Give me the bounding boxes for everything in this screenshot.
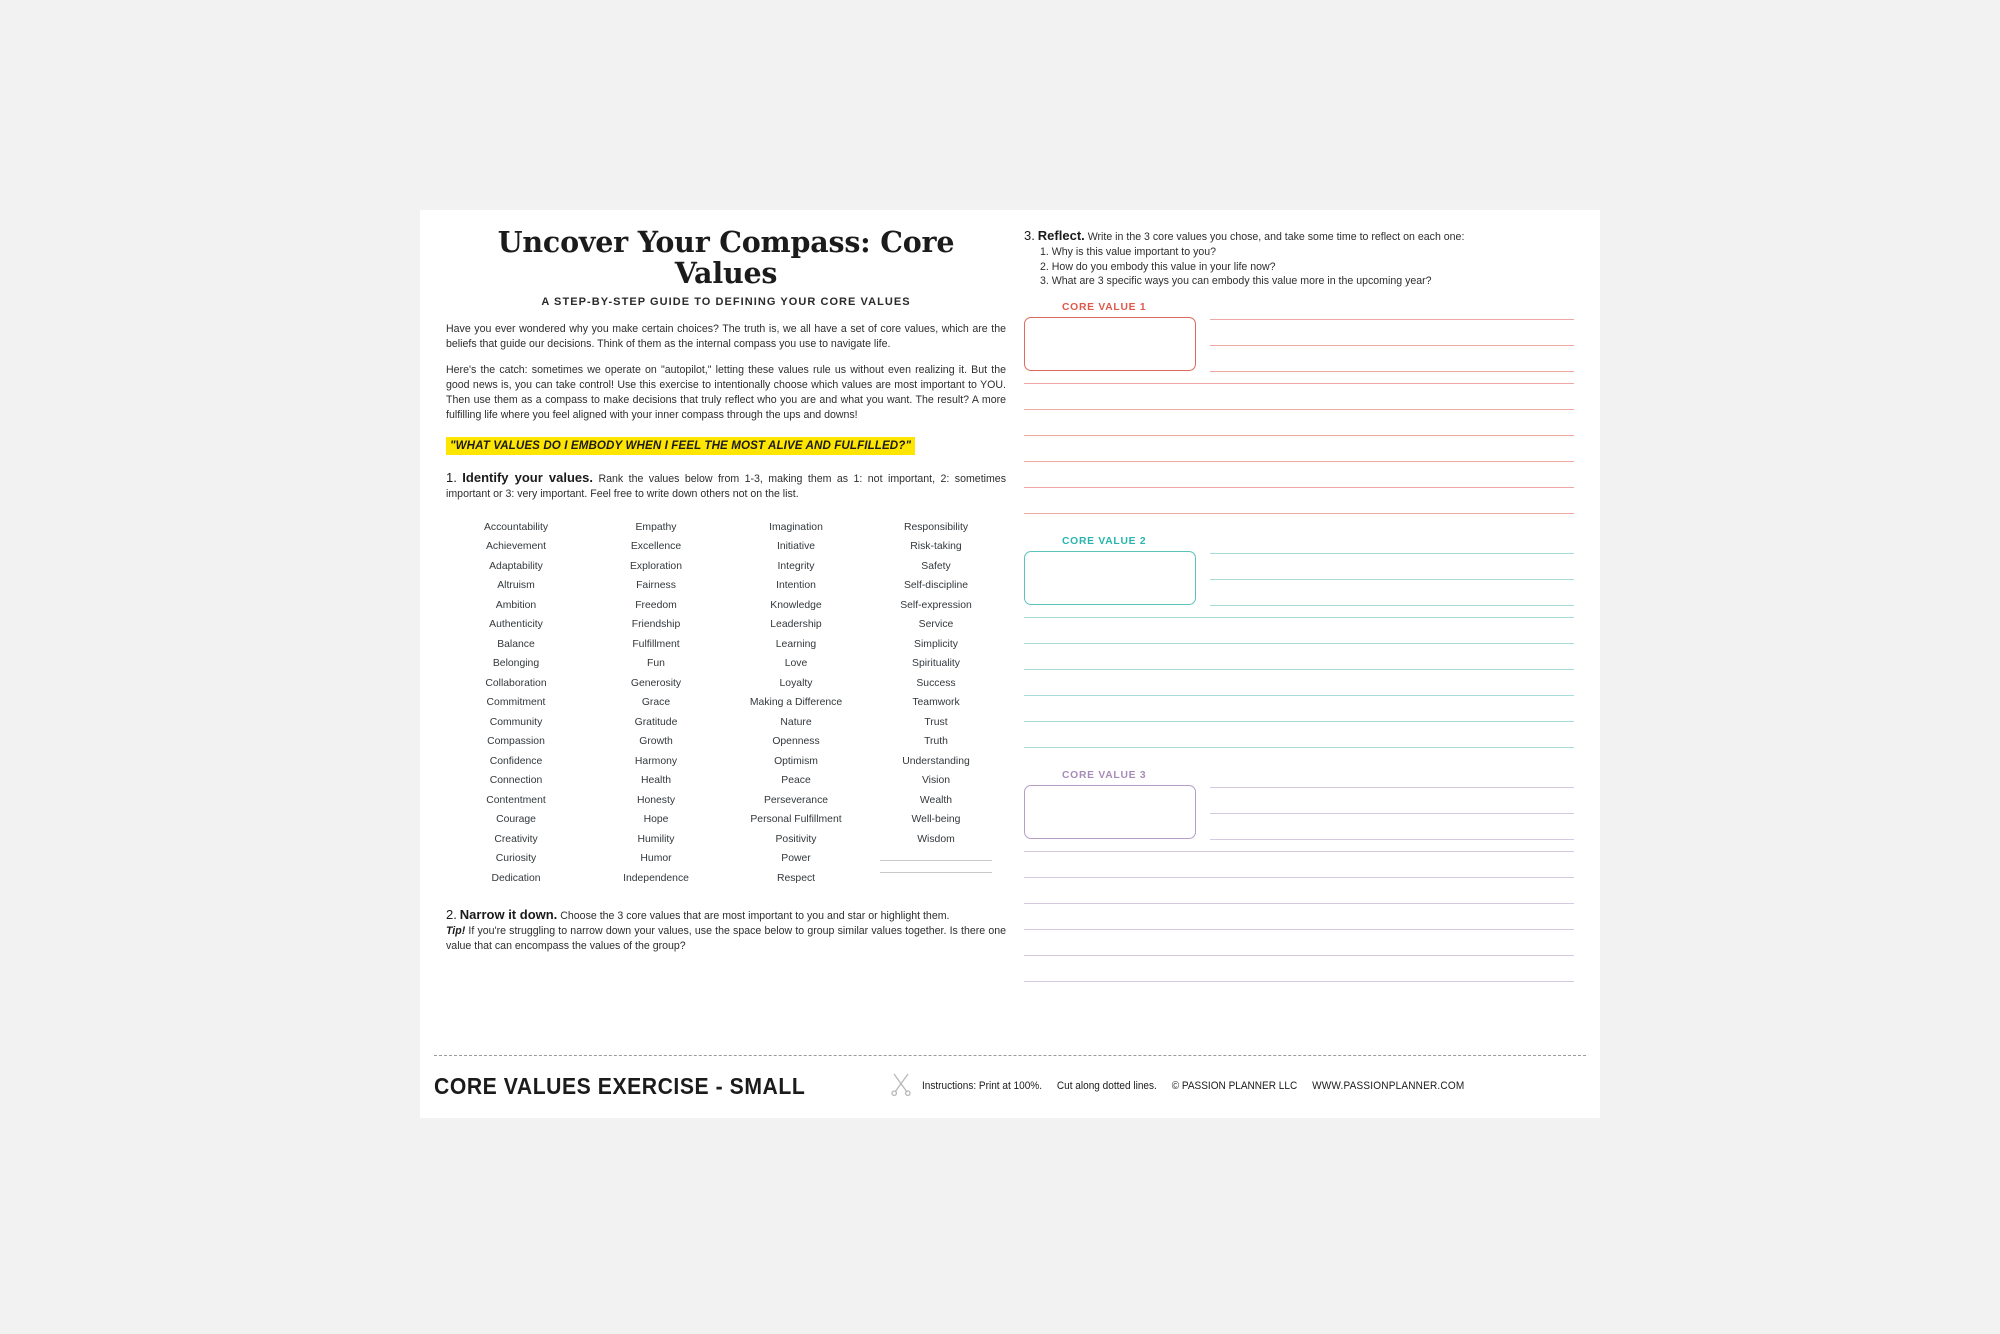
value-item[interactable]: Positivity <box>775 833 817 845</box>
value-item[interactable]: Simplicity <box>914 638 958 650</box>
value-item[interactable]: Humor <box>640 853 672 865</box>
value-item[interactable]: Creativity <box>494 833 538 845</box>
value-item[interactable]: Commitment <box>486 697 546 709</box>
line-spacer <box>1024 696 1574 721</box>
value-item[interactable]: Generosity <box>630 677 682 689</box>
right-column <box>1024 227 1574 982</box>
step-2-body: Choose the 3 core values that are most important to you and star or highlight them. <box>560 909 950 922</box>
value-item[interactable]: Independence <box>623 872 689 884</box>
value-item[interactable]: Love <box>784 658 808 670</box>
value-item[interactable]: Humility <box>637 833 675 845</box>
value-item[interactable]: Ambition <box>495 599 537 611</box>
value-item[interactable]: Understanding <box>902 755 970 767</box>
value-item[interactable]: Collaboration <box>485 677 547 689</box>
value-item[interactable]: Community <box>489 716 543 728</box>
footer-cut-note: Cut along dotted lines. <box>1056 1080 1157 1092</box>
value-item[interactable]: Initiative <box>776 541 816 553</box>
cut-dashed-line <box>434 1055 1586 1056</box>
value-item[interactable]: Truth <box>924 736 948 748</box>
footer-instructions: Instructions: Print at 100%. <box>921 1080 1042 1092</box>
value-item[interactable]: Excellence <box>630 541 682 553</box>
value-item[interactable]: Power <box>781 853 811 865</box>
value-item[interactable]: Openness <box>772 736 820 748</box>
value-item[interactable]: Belonging <box>492 658 540 670</box>
core-values-container <box>1024 302 1574 982</box>
line-spacer <box>1024 488 1574 513</box>
footer-content <box>434 1072 1586 1100</box>
value-item[interactable]: Connection <box>489 775 543 787</box>
core-value-label-3: CORE VALUE 3 <box>1062 770 1147 782</box>
value-write-in-line[interactable] <box>880 872 992 873</box>
values-grid <box>446 518 1006 889</box>
value-item[interactable]: Learning <box>775 638 817 650</box>
value-item[interactable]: Compassion <box>487 736 545 748</box>
line-spacer <box>1024 670 1574 695</box>
core-value-side-lines-2 <box>1210 551 1574 606</box>
line-spacer <box>1024 956 1574 981</box>
line-spacer <box>1024 384 1574 409</box>
value-item[interactable]: Friendship <box>631 619 681 631</box>
value-item[interactable]: Freedom <box>635 599 677 611</box>
value-item[interactable]: Nature <box>780 716 812 728</box>
value-item[interactable]: Perseverance <box>763 794 829 806</box>
left-column <box>446 227 1006 954</box>
values-column-4 <box>866 518 1006 889</box>
footer-copyright: © PASSION PLANNER LLC <box>1171 1080 1297 1092</box>
value-item[interactable]: Making a Difference <box>749 697 843 709</box>
value-item[interactable]: Health <box>640 775 672 787</box>
value-item[interactable]: Dedication <box>491 872 541 884</box>
line-spacer <box>1024 878 1574 903</box>
line-spacer <box>1024 410 1574 435</box>
page-columns <box>420 210 1600 1055</box>
value-item[interactable]: Vision <box>921 775 951 787</box>
page-subtitle: A STEP-BY-STEP GUIDE TO DEFINING YOUR CORE VALUES <box>541 295 911 308</box>
value-item[interactable]: Loyalty <box>779 677 813 689</box>
value-item[interactable]: Grace <box>641 697 671 709</box>
line-spacer <box>1024 852 1574 877</box>
value-item[interactable]: Adaptability <box>489 560 543 572</box>
step-1 <box>446 469 1006 502</box>
value-item[interactable]: Optimism <box>774 755 818 767</box>
value-item[interactable]: Exploration <box>630 560 682 572</box>
writing-line[interactable] <box>1024 981 1574 982</box>
core-value-under-lines-3 <box>1024 851 1574 982</box>
value-item[interactable]: Hope <box>643 814 669 826</box>
line-spacer <box>1210 346 1574 371</box>
values-column-1 <box>446 518 586 889</box>
line-spacer <box>1210 580 1574 605</box>
value-item[interactable]: Well-being <box>911 814 961 826</box>
value-item[interactable]: Risk-taking <box>910 541 962 553</box>
step-2 <box>446 906 1006 955</box>
line-spacer <box>1024 436 1574 461</box>
writing-line[interactable] <box>1024 747 1574 748</box>
step-2-tip-label: Tip! <box>446 925 466 938</box>
value-item[interactable]: Gratitude <box>634 716 678 728</box>
line-spacer <box>1210 320 1574 345</box>
step-1-number: 1. <box>446 469 457 485</box>
highlight-quote-wrapper <box>446 423 1006 455</box>
step-3-question-3: 3. What are 3 specific ways you can embody this value more in the upcoming year? <box>1040 274 1432 287</box>
step-2-tip-body: If you're struggling to narrow down your values, use the space below to group similar values together. Is there one value that can encompass the values of the group? <box>446 925 1006 953</box>
writing-line[interactable] <box>1210 371 1574 372</box>
core-value-input-3[interactable] <box>1024 785 1196 839</box>
value-item[interactable]: Respect <box>776 872 816 884</box>
value-item[interactable]: Peace <box>781 775 811 787</box>
intro-paragraph-1: Have you ever wondered why you make certain choices? The truth is, we all have a set of core values, which are the beliefs that guide our decisions. Think of them as the internal compass you use to navigate life. <box>446 322 1006 350</box>
value-write-in-line[interactable] <box>880 860 992 861</box>
page-title: Uncover Your Compass: Core Values <box>497 225 955 290</box>
worksheet-page <box>420 210 1600 1118</box>
value-item[interactable]: Self-discipline <box>903 580 969 592</box>
scissors-icon <box>890 1072 912 1100</box>
value-item[interactable]: Curiosity <box>495 853 537 865</box>
footer-url[interactable]: WWW.PASSIONPLANNER.COM <box>1311 1080 1464 1092</box>
value-item[interactable]: Knowledge <box>770 599 822 611</box>
line-spacer <box>1024 930 1574 955</box>
writing-line[interactable] <box>1210 839 1574 840</box>
value-item[interactable]: Wisdom <box>917 833 955 845</box>
value-item[interactable]: Self-expression <box>900 599 972 611</box>
value-item[interactable]: Personal Fulfillment <box>750 814 842 826</box>
core-value-input-1[interactable] <box>1024 317 1196 371</box>
value-item[interactable]: Altruism <box>497 580 535 592</box>
step-3-body: Write in the 3 core values you chose, and take some time to reflect on each one: <box>1087 231 1465 243</box>
value-item[interactable]: Courage <box>496 814 536 826</box>
value-item[interactable]: Leadership <box>770 619 822 631</box>
core-value-block-1 <box>1024 302 1574 514</box>
line-spacer <box>1210 788 1574 813</box>
value-item[interactable]: Authenticity <box>489 619 543 631</box>
core-value-side-lines-1 <box>1210 317 1574 372</box>
page-footer <box>420 1055 1600 1118</box>
value-item[interactable]: Fulfillment <box>632 638 680 650</box>
line-spacer <box>1024 904 1574 929</box>
core-value-block-2 <box>1024 536 1574 748</box>
value-item[interactable]: Success <box>916 677 956 689</box>
step-3 <box>1024 227 1574 245</box>
core-value-label-2: CORE VALUE 2 <box>1062 536 1147 548</box>
value-item[interactable]: Accountability <box>483 521 549 533</box>
writing-line[interactable] <box>1210 605 1574 606</box>
value-item[interactable]: Confidence <box>489 755 543 767</box>
value-item[interactable]: Safety <box>921 560 951 572</box>
value-item[interactable]: Empathy <box>635 521 677 533</box>
value-item[interactable]: Growth <box>639 736 673 748</box>
step-1-heading: Identify your values. <box>462 469 593 485</box>
step-3-question-1: 1. Why is this value important to you? <box>1040 246 1217 259</box>
step-3-heading: Reflect. <box>1037 228 1085 243</box>
value-item[interactable]: Harmony <box>634 755 678 767</box>
footer-title: CORE VALUES EXERCISE - SMALL <box>434 1072 806 1099</box>
footer-meta <box>922 1080 1464 1092</box>
line-spacer <box>1210 814 1574 839</box>
value-item[interactable]: Wealth <box>919 794 953 806</box>
step-1-body: Rank the values below from 1-3, making them as 1: not important, 2: sometimes important or 3: very important. Feel free to write down others not on the list. <box>446 472 1006 501</box>
line-spacer <box>1024 462 1574 487</box>
values-column-3 <box>726 518 866 889</box>
core-value-under-lines-1 <box>1024 383 1574 514</box>
writing-line[interactable] <box>1024 513 1574 514</box>
core-value-row-2 <box>1024 551 1574 606</box>
value-item[interactable]: Achievement <box>485 541 547 553</box>
step-3-number: 3. <box>1024 228 1035 243</box>
values-column-2 <box>586 518 726 889</box>
value-item[interactable]: Spirituality <box>912 658 960 670</box>
step-2-number: 2. <box>446 906 457 922</box>
core-value-side-lines-3 <box>1210 785 1574 840</box>
core-value-label-1: CORE VALUE 1 <box>1062 302 1147 314</box>
line-spacer <box>1210 554 1574 579</box>
value-item[interactable]: Fun <box>647 658 665 670</box>
core-value-row-3 <box>1024 785 1574 840</box>
value-item[interactable]: Teamwork <box>912 697 960 709</box>
intro-paragraph-2: Here's the catch: sometimes we operate on "autopilot," letting these values rule us without even realizing it. But the good news is, you can take control! Use this exercise to intentionally choose which values are most important to YOU. Then use them as a compass to make decisions that truly reflect who you are and what you want. The result? A more fulfilling life where you feel aligned with your inner compass through the ups and downs! <box>446 363 1006 421</box>
value-item[interactable]: Imagination <box>769 521 823 533</box>
line-spacer <box>1024 722 1574 747</box>
value-item[interactable]: Intention <box>776 580 816 592</box>
value-item[interactable]: Honesty <box>636 794 676 806</box>
core-value-input-2[interactable] <box>1024 551 1196 605</box>
line-spacer <box>1024 618 1574 643</box>
value-item[interactable]: Contentment <box>486 794 546 806</box>
value-item[interactable]: Responsibility <box>903 521 969 533</box>
value-item[interactable]: Trust <box>924 716 948 728</box>
value-item[interactable]: Integrity <box>777 560 815 572</box>
value-item[interactable]: Balance <box>497 638 535 650</box>
core-value-block-3 <box>1024 770 1574 982</box>
core-value-row-1 <box>1024 317 1574 372</box>
value-item[interactable]: Service <box>918 619 954 631</box>
highlight-quote: "WHAT VALUES DO I EMBODY WHEN I FEEL THE MOST ALIVE AND FULFILLED?" <box>446 437 915 455</box>
value-item[interactable]: Fairness <box>636 580 676 592</box>
step-2-heading: Narrow it down. <box>459 906 558 922</box>
core-value-under-lines-2 <box>1024 617 1574 748</box>
line-spacer <box>1024 644 1574 669</box>
step-3-question-2: 2. How do you embody this value in your life now? <box>1040 260 1276 273</box>
